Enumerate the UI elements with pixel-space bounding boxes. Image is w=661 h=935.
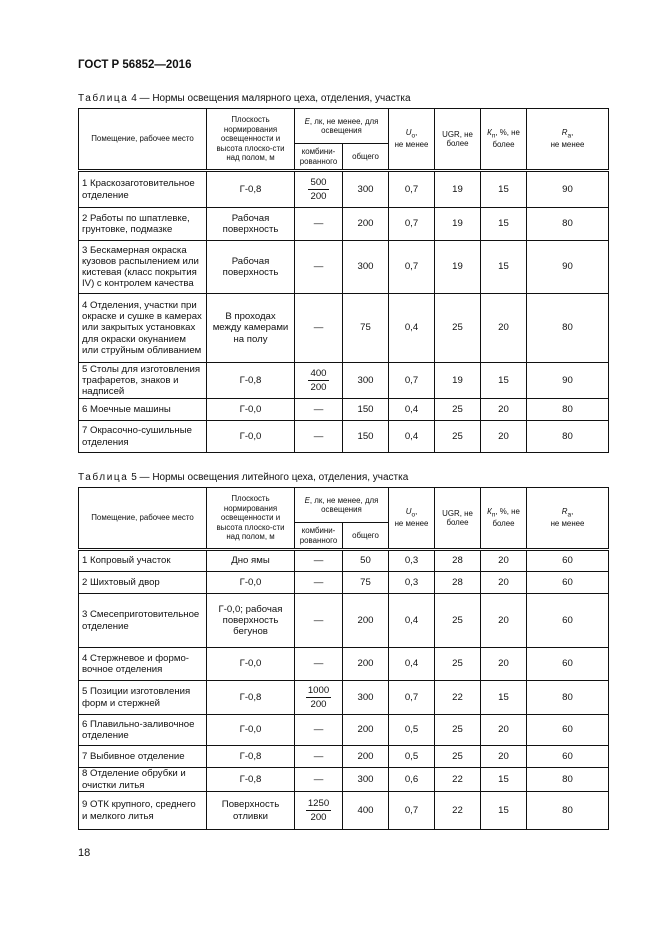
table-row [79, 171, 609, 208]
cell-uniformity: 0,5 [389, 746, 435, 768]
fraction-numerator: 400 [308, 368, 328, 381]
cell-general: 50 [343, 550, 389, 572]
cell-ugr: 22 [435, 792, 481, 830]
cell-plane: Г-0,8 [207, 768, 295, 792]
cell-combined [295, 681, 343, 715]
cell-color-rendering: 90 [527, 241, 609, 294]
header-general: общего [343, 523, 389, 550]
table4-lighting-paint-shop [78, 108, 609, 453]
cell-uniformity: 0,4 [389, 594, 435, 648]
cell-color-rendering: 80 [527, 294, 609, 363]
cell-ugr: 19 [435, 363, 481, 399]
fraction [308, 177, 328, 202]
cell-combined: — [295, 241, 343, 294]
cell-combined: — [295, 768, 343, 792]
fraction-denominator: 200 [310, 382, 327, 393]
cell-color-rendering: 80 [527, 421, 609, 453]
cell-pulsation: 15 [481, 241, 527, 294]
cell-ugr: 19 [435, 241, 481, 294]
cell-room: 8 Отделение обрубки и очистки литья [79, 768, 207, 792]
table5-caption-text: 5 — Нормы освещения литейного цеха, отделения, участка [128, 472, 409, 483]
cell-general: 75 [343, 572, 389, 594]
table-row [79, 715, 609, 746]
k-sub: п [491, 132, 496, 140]
cell-room: 3 Смесеприготовительное отделение [79, 594, 207, 648]
cell-plane: Г-0,8 [207, 363, 295, 399]
table5-caption [78, 472, 408, 483]
cell-general: 75 [343, 294, 389, 363]
header-uniformity: $U_o$, не менее [389, 488, 435, 550]
cell-room: 2 Работы по шпатлевке, грунтовке, подмазке [79, 208, 207, 241]
fraction [306, 685, 331, 710]
cell-general: 150 [343, 421, 389, 453]
cell-plane: Г-0,0 [207, 715, 295, 746]
cell-pulsation: 20 [481, 294, 527, 363]
cell-room: 5 Столы для изготовления трафаретов, знаков и надписей [79, 363, 207, 399]
cell-pulsation: 15 [481, 681, 527, 715]
cell-pulsation: 15 [481, 792, 527, 830]
cell-combined [295, 171, 343, 208]
header-ugr: UGR, не более [435, 488, 481, 550]
header-pulsation [481, 109, 527, 171]
cell-ugr: 25 [435, 294, 481, 363]
cell-combined [295, 792, 343, 830]
cell-pulsation: 20 [481, 648, 527, 681]
cell-room: 3 Бескамерная окраска кузовов распылением или кистевая (класс покрытия IV) с контролем качества [79, 241, 207, 294]
table-row [79, 768, 609, 792]
cell-pulsation: 20 [481, 550, 527, 572]
fraction-denominator: 200 [310, 191, 327, 202]
cell-uniformity: 0,6 [389, 768, 435, 792]
cell-general: 300 [343, 768, 389, 792]
cell-plane: Дно ямы [207, 550, 295, 572]
table5-caption-prefix: Таблица [78, 472, 129, 483]
cell-room: 1 Краскозаготовительное отделение [79, 171, 207, 208]
cell-color-rendering: 90 [527, 171, 609, 208]
header-room: Помещение, рабочее место [79, 109, 207, 171]
table-row [79, 421, 609, 453]
cell-plane: Г-0,0 [207, 421, 295, 453]
cell-pulsation: 20 [481, 746, 527, 768]
table4-caption [78, 93, 411, 104]
cell-room: 4 Отделения, участки при окраске и сушке в камерах или закрытых установках для окраски окунанием или струйным обливанием [79, 294, 207, 363]
cell-uniformity: 0,7 [389, 241, 435, 294]
e-text: , лк, не менее, для освещения [309, 495, 379, 514]
fraction-denominator: 200 [310, 812, 327, 823]
cell-room: 7 Окрасочно-сушильные отделения [79, 421, 207, 453]
cell-uniformity: 0,5 [389, 715, 435, 746]
cell-uniformity: 0,7 [389, 171, 435, 208]
cell-pulsation: 15 [481, 363, 527, 399]
k-symbol: К [487, 128, 492, 138]
cell-color-rendering: 80 [527, 208, 609, 241]
header-uniformity: $U_o$, не менее [389, 109, 435, 171]
document-header: ГОСТ Р 56852—2016 [78, 59, 192, 71]
cell-color-rendering: 80 [527, 399, 609, 421]
u-text: не менее [394, 140, 429, 150]
cell-color-rendering: 90 [527, 363, 609, 399]
cell-ugr: 28 [435, 572, 481, 594]
table-row [79, 746, 609, 768]
cell-uniformity: 0,3 [389, 572, 435, 594]
cell-room: 6 Плавильно-заливочное отделение [79, 715, 207, 746]
u-symbol: U [405, 128, 412, 138]
cell-room: 4 Стержневое и формо-вочное отделения [79, 648, 207, 681]
cell-room: 7 Выбивное отделение [79, 746, 207, 768]
cell-room: 5 Позиции изготовления форм и стержней [79, 681, 207, 715]
header-illuminance [295, 109, 389, 144]
cell-plane: Г-0,0; рабочая поверхность бегунов [207, 594, 295, 648]
table-row [79, 241, 609, 294]
header-ugr: UGR, не более [435, 109, 481, 171]
k-text: , %, не более [492, 128, 520, 150]
cell-general: 150 [343, 399, 389, 421]
cell-color-rendering: 60 [527, 648, 609, 681]
cell-room: 1 Копровый участок [79, 550, 207, 572]
r-symbol: R [561, 128, 568, 138]
cell-color-rendering: 60 [527, 715, 609, 746]
k-sub: п [491, 511, 496, 519]
cell-general: 300 [343, 681, 389, 715]
cell-combined: — [295, 594, 343, 648]
cell-combined: — [295, 572, 343, 594]
cell-room: 9 ОТК крупного, среднего и мелкого литья [79, 792, 207, 830]
r-sub: a [567, 132, 572, 140]
header-plane: Плоскость нормирования освещенности и высота плоско-сти над полом, м [207, 109, 295, 171]
cell-general: 300 [343, 241, 389, 294]
cell-ugr: 22 [435, 768, 481, 792]
table-row [79, 208, 609, 241]
cell-combined: — [295, 294, 343, 363]
cell-room: 2 Шихтовый двор [79, 572, 207, 594]
cell-pulsation: 20 [481, 421, 527, 453]
header-combined: комбини-рованного [295, 523, 343, 550]
cell-uniformity: 0,7 [389, 208, 435, 241]
cell-uniformity: 0,4 [389, 399, 435, 421]
cell-combined: — [295, 648, 343, 681]
header-illuminance [295, 488, 389, 523]
cell-color-rendering: 60 [527, 594, 609, 648]
table-row [79, 399, 609, 421]
u-sub: o [411, 511, 416, 519]
cell-combined: — [295, 746, 343, 768]
header-combined: комбини-рованного [295, 144, 343, 171]
cell-general: 200 [343, 594, 389, 648]
cell-room: 6 Моечные машины [79, 399, 207, 421]
fraction-numerator: 500 [308, 177, 328, 190]
table-row [79, 550, 609, 572]
r-text: не менее [550, 140, 585, 150]
cell-plane: Г-0,0 [207, 572, 295, 594]
table5-lighting-foundry [78, 487, 609, 830]
cell-color-rendering: 80 [527, 792, 609, 830]
cell-combined: — [295, 208, 343, 241]
header-color-rendering: $R_a$, не менее [527, 488, 609, 550]
cell-pulsation: 20 [481, 399, 527, 421]
e-symbol: Е [304, 495, 310, 505]
table4-caption-prefix: Таблица [78, 93, 129, 104]
cell-combined: — [295, 715, 343, 746]
fraction-numerator: 1250 [306, 798, 331, 811]
cell-pulsation: 20 [481, 594, 527, 648]
u-sub: o [411, 132, 416, 140]
cell-pulsation: 20 [481, 715, 527, 746]
cell-ugr: 19 [435, 208, 481, 241]
table-row [79, 572, 609, 594]
page-number: 18 [78, 847, 91, 859]
k-text: , %, не более [492, 507, 520, 529]
table4-caption-text: 4 — Нормы освещения малярного цеха, отделения, участка [128, 93, 411, 104]
cell-ugr: 28 [435, 550, 481, 572]
fraction [306, 798, 331, 823]
cell-uniformity: 0,7 [389, 792, 435, 830]
table-row [79, 594, 609, 648]
cell-color-rendering: 60 [527, 572, 609, 594]
fraction [308, 368, 328, 393]
header-color-rendering: $R_a$, не менее [527, 109, 609, 171]
table-row [79, 363, 609, 399]
cell-ugr: 25 [435, 746, 481, 768]
table-row [79, 792, 609, 830]
cell-ugr: 25 [435, 421, 481, 453]
cell-pulsation: 20 [481, 572, 527, 594]
r-text: не менее [550, 519, 585, 529]
cell-general: 200 [343, 648, 389, 681]
header-room: Помещение, рабочее место [79, 488, 207, 550]
cell-uniformity: 0,7 [389, 681, 435, 715]
cell-pulsation: 15 [481, 208, 527, 241]
cell-plane: В проходах между камерами на полу [207, 294, 295, 363]
cell-ugr: 25 [435, 399, 481, 421]
fraction-numerator: 1000 [306, 685, 331, 698]
cell-plane: Г-0,0 [207, 399, 295, 421]
u-text: не менее [394, 519, 429, 529]
cell-plane: Поверхность отливки [207, 792, 295, 830]
cell-ugr: 19 [435, 171, 481, 208]
cell-pulsation: 15 [481, 171, 527, 208]
cell-ugr: 25 [435, 648, 481, 681]
u-symbol: U [405, 507, 412, 517]
cell-combined: — [295, 399, 343, 421]
cell-ugr: 25 [435, 715, 481, 746]
cell-color-rendering: 80 [527, 768, 609, 792]
header-general: общего [343, 144, 389, 171]
cell-ugr: 22 [435, 681, 481, 715]
cell-uniformity: 0,4 [389, 648, 435, 681]
cell-uniformity: 0,7 [389, 363, 435, 399]
cell-general: 200 [343, 715, 389, 746]
cell-general: 400 [343, 792, 389, 830]
cell-uniformity: 0,4 [389, 421, 435, 453]
cell-color-rendering: 80 [527, 681, 609, 715]
cell-plane: Г-0,0 [207, 648, 295, 681]
cell-uniformity: 0,4 [389, 294, 435, 363]
cell-plane: Г-0,8 [207, 171, 295, 208]
cell-color-rendering: 60 [527, 746, 609, 768]
e-symbol: Е [304, 116, 310, 126]
cell-general: 200 [343, 746, 389, 768]
cell-combined [295, 363, 343, 399]
cell-combined: — [295, 550, 343, 572]
r-symbol: R [561, 507, 568, 517]
cell-color-rendering: 60 [527, 550, 609, 572]
table-row [79, 681, 609, 715]
k-symbol: К [487, 507, 492, 517]
cell-plane: Рабочая поверхность [207, 241, 295, 294]
cell-plane: Г-0,8 [207, 746, 295, 768]
cell-general: 300 [343, 171, 389, 208]
cell-ugr: 25 [435, 594, 481, 648]
cell-plane: Г-0,8 [207, 681, 295, 715]
cell-combined: — [295, 421, 343, 453]
fraction-denominator: 200 [310, 699, 327, 710]
header-plane: Плоскость нормирования освещенности и высота плоско-сти над полом, м [207, 488, 295, 550]
cell-general: 200 [343, 208, 389, 241]
cell-general: 300 [343, 363, 389, 399]
header-pulsation [481, 488, 527, 550]
cell-pulsation: 15 [481, 768, 527, 792]
r-sub: a [567, 511, 572, 519]
table-row [79, 294, 609, 363]
e-text: , лк, не менее, для освещения [309, 116, 379, 135]
table-row [79, 648, 609, 681]
cell-plane: Рабочая поверхность [207, 208, 295, 241]
cell-uniformity: 0,3 [389, 550, 435, 572]
